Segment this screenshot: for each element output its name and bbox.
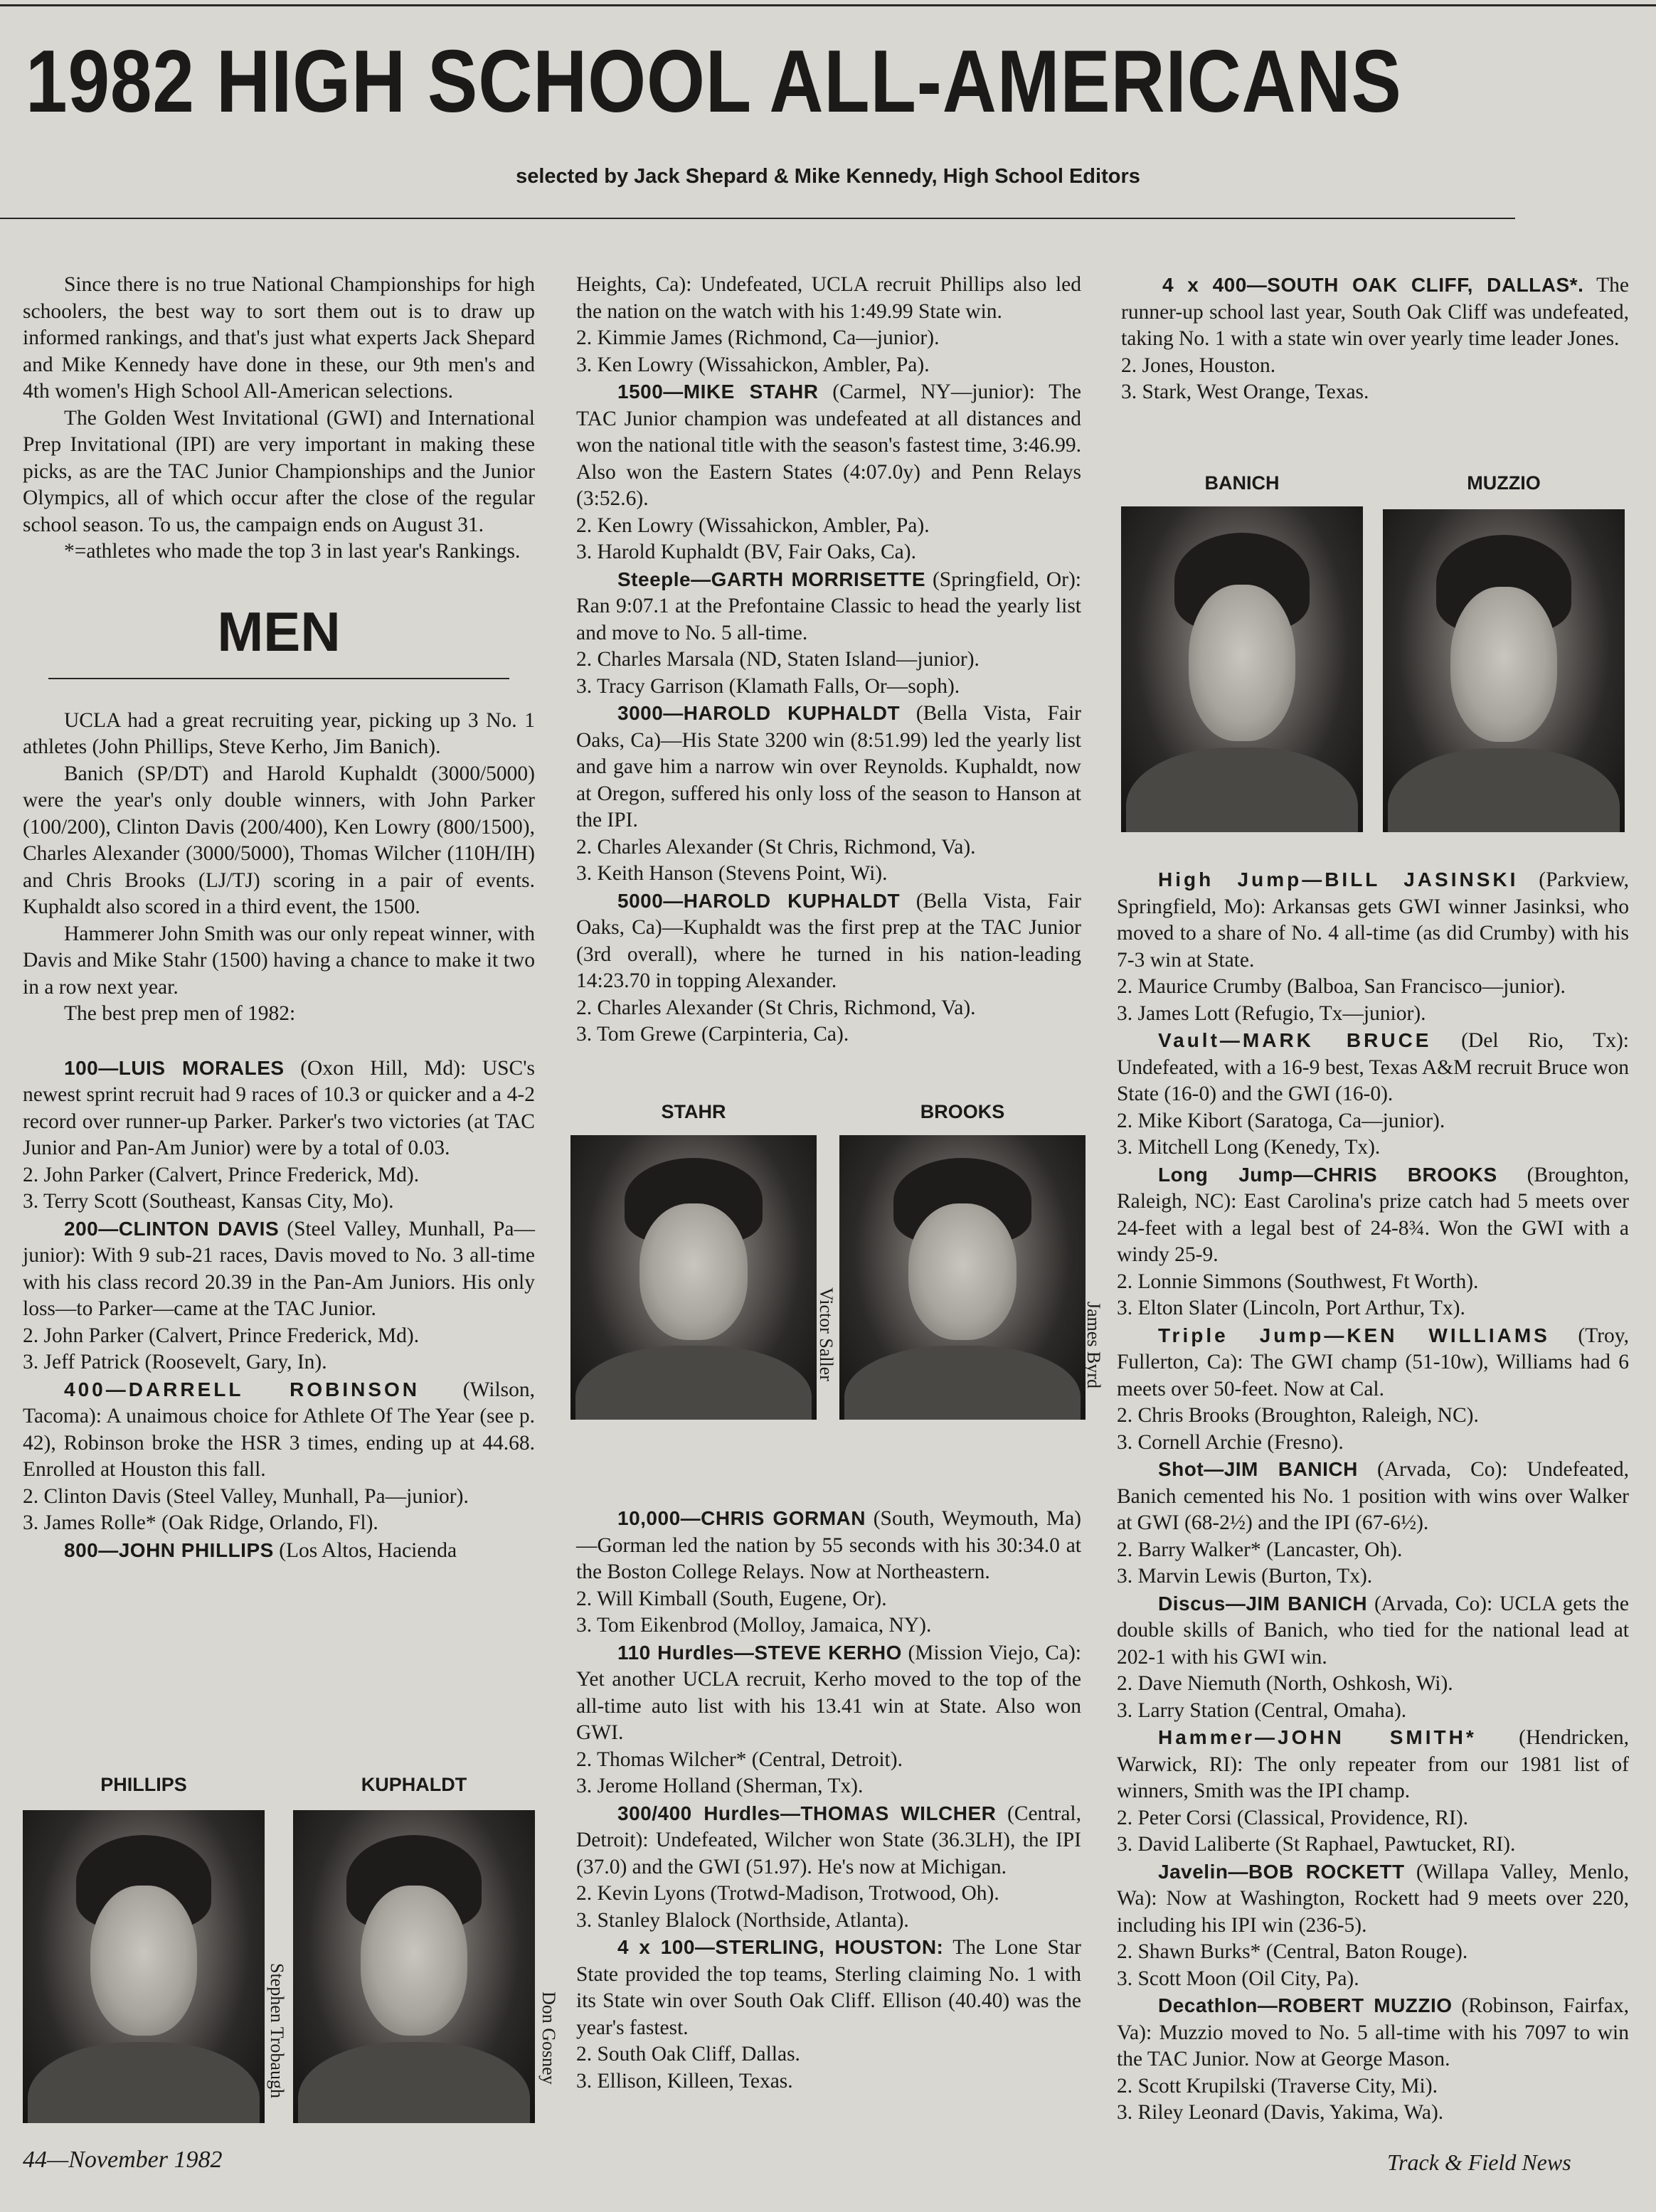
event-tj-third: 3. Cornell Archie (Fresno). [1117, 1430, 1344, 1454]
event-sp-head: Shot—JIM BANICH [1158, 1458, 1358, 1480]
intro-paragraph-2: The Golden West Invitational (GWI) and International Prep Invitational (IPI) are very important in making these picks, as are the TAC Junior Championships and the Junior Olympics, all of which occur after the close of the regular school season. To us, the campaign ends on August 31. [23, 406, 535, 536]
event-lj-head: Long Jump—CHRIS BROOKS [1158, 1163, 1497, 1186]
event-jt-second: 2. Shawn Burks* (Central, Baton Rouge). [1117, 1940, 1468, 1963]
event-dec-third: 3. Riley Leonard (Davis, Yakima, Wa). [1117, 2101, 1444, 2124]
photo-credit-saller: Victor Saller [816, 1287, 837, 1382]
event-4x100 [576, 1934, 1081, 2041]
event-3000-third: 3. Keith Hanson (Stevens Point, Wi). [576, 862, 888, 885]
event-ht-third: 3. David Laliberte (St Raphael, Pawtucket, RI). [1117, 1833, 1516, 1856]
event-400-text: (Wilson, Tacoma): A unaimous choice for Athlete Of The Year (see p. 42), Robinson broke the HSR 3 times, ending up at 44.68. Enrolled at Houston this fall. [23, 1378, 536, 1481]
event-10000-second: 2. Will Kimball (South, Eugene, Or). [576, 1587, 887, 1610]
event-pv [1117, 1027, 1629, 1108]
event-steeple-head: Steeple—GARTH MORRISETTE [617, 568, 926, 590]
event-3000 [576, 700, 1081, 834]
photo-credit-trobaugh: Stephen Trobaugh [267, 1963, 287, 2098]
event-10000-third: 3. Tom Eikenbrod (Molloy, Jamaica, NY). [576, 1614, 932, 1637]
photo-label-stahr: STAHR [661, 1101, 726, 1122]
column-3 [1121, 272, 1629, 406]
event-hj-head: High Jump—BILL JASINSKI [1158, 868, 1519, 890]
event-10000 [576, 1505, 1081, 1586]
event-400-head: 400—DARRELL ROBINSON [64, 1378, 420, 1400]
event-hj-text: (Parkview, Springfield, Mo): Arkansas gets GWI winner Jasinksi, who moved to a share of No. 4 all-time (as did Crumby) with his 7-3 win at State. [1117, 868, 1629, 972]
event-jt [1117, 1859, 1629, 1940]
event-sp-second: 2. Barry Walker* (Lancaster, Oh). [1117, 1538, 1403, 1561]
event-3000-text: (Bella Vista, Fair Oaks, Ca)—His State 3200 win (8:51.99) led the yearly list and gave him a narrow win over Reynolds. Kuphaldt, now at Oregon, suffered his only loss of the season to Hanson at the IPI. [576, 702, 1081, 831]
event-100-head: 100—LUIS MORALES [64, 1056, 285, 1079]
event-dt-text: (Arvada, Co): UCLA gets the double skills of Banich, who tied for the national lead at 202-1 with his GWI win. [1117, 1592, 1629, 1669]
event-1500-head: 1500—MIKE STAHR [617, 381, 819, 403]
event-tj-second: 2. Chris Brooks (Broughton, Raleigh, NC). [1117, 1404, 1479, 1427]
men-paragraph-1: UCLA had a great recruiting year, picking up 3 No. 1 athletes (John Phillips, Steve Kerho, Jim Banich). [23, 708, 535, 758]
event-ht-head: Hammer—JOHN SMITH* [1158, 1726, 1477, 1748]
event-pv-second: 2. Mike Kibort (Saratoga, Ca—junior). [1117, 1109, 1445, 1132]
event-100-third: 3. Terry Scott (Southeast, Kansas City, Mo). [23, 1190, 394, 1213]
event-300h-second: 2. Kevin Lyons (Trotwd-Madison, Trotwood, Oh). [576, 1882, 999, 1905]
event-800-text: (Los Altos, Hacienda [273, 1538, 457, 1562]
event-pv-third: 3. Mitchell Long (Kenedy, Tx). [1117, 1136, 1381, 1159]
event-300h-text: (Central, Detroit): Undefeated, Wilcher won State (36.3LH), the IPI (37.0) and the GWI (51.97). He's now at Michigan. [576, 1802, 1081, 1878]
event-5000-third: 3. Tom Grewe (Carpinteria, Ca). [576, 1023, 849, 1046]
event-1500-third: 3. Harold Kuphaldt (BV, Fair Oaks, Ca). [576, 541, 916, 563]
event-tj [1117, 1322, 1629, 1403]
men-heading: MEN [217, 600, 341, 663]
event-200-third: 3. Jeff Patrick (Roosevelt, Gary, In). [23, 1351, 327, 1373]
event-5000-head: 5000—HAROLD KUPHALDT [617, 889, 901, 912]
event-sp-text: (Arvada, Co): Undefeated, Banich cemented his No. 1 position with wins over Walker at GWI (68-2½) and the IPI (67-6½). [1117, 1458, 1629, 1534]
event-hj-second: 2. Maurice Crumby (Balboa, San Francisco—junior). [1117, 975, 1566, 998]
event-tj-head: Triple Jump—KEN WILLIAMS [1158, 1324, 1550, 1346]
event-dt [1117, 1590, 1629, 1671]
men-paragraph-4: The best prep men of 1982: [64, 1002, 296, 1025]
event-300h-head: 300/400 Hurdles—THOMAS WILCHER [617, 1802, 997, 1824]
byline: selected by Jack Shepard & Mike Kennedy, High School Editors [516, 165, 1140, 188]
event-110h-text: (Mission Viejo, Ca): Yet another UCLA recruit, Kerho moved to the top of the all-time auto list with his 13.41 win at State. Also won GWI. [576, 1641, 1081, 1744]
event-4x400-head: 4 x 400—SOUTH OAK CLIFF, DALLAS*. [1162, 274, 1584, 296]
event-200-second: 2. John Parker (Calvert, Prince Frederick, Md). [23, 1324, 420, 1347]
intro-paragraph-1: Since there is no true National Championships for high schoolers, the best way to sort them out is to draw up informed rankings, and that's just what experts Jack Shepard and Mike Kennedy have done in these, our 9th men's and 4th women's High School All-American selections. [23, 273, 535, 403]
event-5000 [576, 888, 1081, 995]
event-jt-head: Javelin—BOB ROCKETT [1158, 1860, 1405, 1883]
event-dec-second: 2. Scott Krupilski (Traverse City, Mi). [1117, 2074, 1438, 2097]
event-4x400-text: The runner-up school last year, South Oak Cliff was undefeated, taking No. 1 with a state win over yearly time leader Jones. [1121, 274, 1629, 350]
column-3-lower [1117, 866, 1629, 2127]
event-lj-text: (Broughton, Raleigh, NC): East Carolina's prize catch had 5 meets over 24-feet with a legal best of 24-8¾. Won the GWI with a windy 25-9. [1117, 1163, 1629, 1266]
event-dt-third: 3. Larry Station (Central, Omaha). [1117, 1698, 1407, 1722]
event-4x400-second: 2. Jones, Houston. [1121, 353, 1276, 377]
column-2-lower [576, 1505, 1081, 2095]
photo-credit-byrd: James Byrd [1083, 1302, 1104, 1389]
event-200-head: 200—CLINTON DAVIS [64, 1217, 280, 1240]
photo-label-brooks: BROOKS [920, 1101, 1005, 1122]
event-jt-third: 3. Scott Moon (Oil City, Pa). [1117, 1967, 1359, 1990]
event-4x400 [1121, 272, 1629, 353]
event-ht [1117, 1724, 1629, 1805]
event-sp [1117, 1456, 1629, 1537]
event-hj [1117, 866, 1629, 974]
event-100 [23, 1055, 535, 1162]
event-pv-text: (Del Rio, Tx): Undefeated, with a 16-9 best, Texas A&M recruit Bruce won State (16-0) and the GWI (16-0). [1117, 1029, 1630, 1105]
event-ht-second: 2. Peter Corsi (Classical, Providence, RI). [1117, 1806, 1469, 1829]
header-rule [0, 218, 1515, 219]
page-folio: 44—November 1982 [23, 2147, 223, 2173]
event-3000-second: 2. Charles Alexander (St Chris, Richmond, Va). [576, 835, 976, 858]
event-dec-head: Decathlon—ROBERT MUZZIO [1158, 1994, 1453, 2016]
event-400 [23, 1376, 535, 1484]
event-10000-text: (South, Weymouth, Ma)—Gorman led the nation by 55 seconds with his 30:34.0 at the Boston College Relays. Now at Northeastern. [576, 1507, 1081, 1583]
photo-credit-gosney: Don Gosney [538, 1992, 559, 2085]
event-steeple-third: 3. Tracy Garrison (Klamath Falls, Or—soph). [576, 674, 960, 698]
event-1500 [576, 378, 1081, 513]
men-paragraph-3: Hammerer John Smith was our only repeat winner, with Davis and Mike Stahr (1500) having a chance to make it two in a row next year. [23, 922, 535, 999]
event-5000-text: (Bella Vista, Fair Oaks, Ca)—Kuphaldt was the first prep at the TAC Junior (3rd overall), where he turned in his nation-leading 14:23.70 in topping Alexander. [576, 889, 1081, 992]
publication-name: Track & Field News [1387, 2149, 1571, 2175]
event-100-second: 2. John Parker (Calvert, Prince Frederick, Md). [23, 1163, 420, 1186]
event-hj-third: 3. James Lott (Refugio, Tx—junior). [1117, 1001, 1426, 1025]
event-lj-third: 3. Elton Slater (Lincoln, Port Arthur, Tx). [1117, 1297, 1465, 1319]
column-2 [576, 272, 1081, 1048]
event-400-third: 3. James Rolle* (Oak Ridge, Orlando, Fl). [23, 1511, 378, 1534]
event-100-text: (Oxon Hill, Md): USC's newest sprint recruit had 9 races of 10.3 or quicker and a 4-2 record over runner-up Parker. Parker's two victories (at TAC Junior and Pan-Am Junior) were by a total of 0.03. [23, 1056, 536, 1159]
event-4x100-head: 4 x 100—STERLING, HOUSTON: [617, 1936, 944, 1958]
event-400-second: 2. Clinton Davis (Steel Valley, Munhall, Pa—junior). [23, 1484, 469, 1508]
event-steeple-text: (Springfield, Or): Ran 9:07.1 at the Prefontaine Classic to head the yearly list and move to No. 5 all-time. [576, 568, 1081, 644]
event-dt-second: 2. Dave Niemuth (North, Oshkosh, Wi). [1117, 1672, 1453, 1695]
page-title: 1982 HIGH SCHOOL ALL-AMERICANS [26, 33, 1402, 131]
event-steeple [576, 566, 1081, 647]
event-dt-head: Discus—JIM BANICH [1158, 1592, 1368, 1615]
photo-label-banich: BANICH [1204, 472, 1280, 494]
event-dec [1117, 1992, 1629, 2073]
event-3000-head: 3000—HAROLD KUPHALDT [617, 702, 901, 724]
event-lj [1117, 1161, 1629, 1269]
event-dec-text: (Robinson, Fairfax, Va): Muzzio moved to No. 5 all-time with his 7097 to win the TAC Junior. Now at George Mason. [1117, 1994, 1629, 2070]
event-300h-third: 3. Stanley Blalock (Northside, Atlanta). [576, 1908, 909, 1932]
event-110h-second: 2. Thomas Wilcher* (Central, Detroit). [576, 1748, 903, 1771]
photo-stahr [570, 1135, 817, 1420]
photo-kuphaldt [293, 1810, 535, 2123]
event-110h-head: 110 Hurdles—STEVE KERHO [617, 1641, 902, 1664]
photo-brooks [839, 1135, 1086, 1420]
event-steeple-second: 2. Charles Marsala (ND, Staten Island—junior). [576, 648, 980, 671]
event-pv-head: Vault—MARK BRUCE [1158, 1029, 1432, 1051]
event-800 [23, 1537, 535, 1565]
event-200 [23, 1216, 535, 1323]
photo-phillips [23, 1810, 265, 2123]
event-800-continued: Heights, Ca): Undefeated, UCLA recruit Phillips also led the nation on the watch with his 1:49.99 State win. [576, 273, 1081, 323]
event-1500-second: 2. Ken Lowry (Wissahickon, Ambler, Pa). [576, 514, 930, 537]
event-tj-text: (Troy, Fullerton, Ca): The GWI champ (51-10w), Williams had 6 meets over 50-feet. Now at Cal. [1117, 1324, 1629, 1400]
event-110h [576, 1639, 1081, 1747]
top-rule [0, 4, 1656, 6]
photo-label-muzzio: MUZZIO [1467, 472, 1541, 494]
event-300h [576, 1800, 1081, 1881]
event-110h-third: 3. Jerome Holland (Sherman, Tx). [576, 1775, 864, 1797]
event-800-head: 800—JOHN PHILLIPS [64, 1538, 274, 1561]
column-1 [23, 272, 535, 1564]
event-ht-text: (Hendricken, Warwick, RI): The only repeater from our 1981 list of winners, Smith was the IPI champ. [1117, 1726, 1629, 1802]
event-4x100-text: The Lone Star State provided the top teams, Sterling claiming No. 1 with its State win over South Oak Cliff. Ellison (40.40) was the year's fastest. [576, 1936, 1082, 2039]
event-10000-head: 10,000—CHRIS GORMAN [617, 1507, 866, 1529]
photo-label-kuphaldt: KUPHALDT [361, 1774, 467, 1795]
event-1500-text: (Carmel, NY—junior): The TAC Junior champion was undefeated at all distances and won the national title with the season's fastest time, 3:46.99. Also won the Eastern States (4:07.0y) and Penn Relays (3:52.6). [576, 381, 1082, 510]
event-lj-second: 2. Lonnie Simmons (Southwest, Ft Worth). [1117, 1270, 1479, 1293]
event-5000-second: 2. Charles Alexander (St Chris, Richmond, Va). [576, 996, 976, 1019]
event-800-third: 3. Ken Lowry (Wissahickon, Ambler, Pa). [576, 353, 930, 376]
event-4x100-third: 3. Ellison, Killeen, Texas. [576, 2069, 793, 2093]
event-4x400-third: 3. Stark, West Orange, Texas. [1121, 381, 1369, 403]
event-200-text: (Steel Valley, Munhall, Pa—junior): With 9 sub-21 races, Davis moved to No. 3 all-time with his class record 20.39 in the Pan-Am Juniors. His only loss—to Parker—came at the TAC Junior. [23, 1217, 535, 1320]
event-4x100-second: 2. South Oak Cliff, Dallas. [576, 2043, 800, 2065]
intro-paragraph-3: *=athletes who made the top 3 in last year's Rankings. [64, 540, 521, 563]
photo-label-phillips: PHILLIPS [100, 1774, 187, 1795]
event-jt-text: (Willapa Valley, Menlo, Wa): Now at Washington, Rockett had 9 meets over 220, including his IPI win (236-5). [1117, 1860, 1629, 1937]
photo-banich [1121, 506, 1363, 832]
event-800-second: 2. Kimmie James (Richmond, Ca—junior). [576, 326, 940, 349]
photo-muzzio [1383, 509, 1625, 832]
men-paragraph-2: Banich (SP/DT) and Harold Kuphaldt (3000/5000) were the year's only double winners, with John Parker (100/200), Clinton Davis (200/400), Ken Lowry (800/1500), Charles Alexander (3000/5000), Thomas Wilcher (110H/IH) and Chris Brooks (LJ/TJ) scoring in a pair of events. Kuphaldt also scored in a third event, the 1500. [23, 762, 535, 918]
event-sp-third: 3. Marvin Lewis (Burton, Tx). [1117, 1565, 1373, 1588]
men-rule [48, 678, 509, 679]
